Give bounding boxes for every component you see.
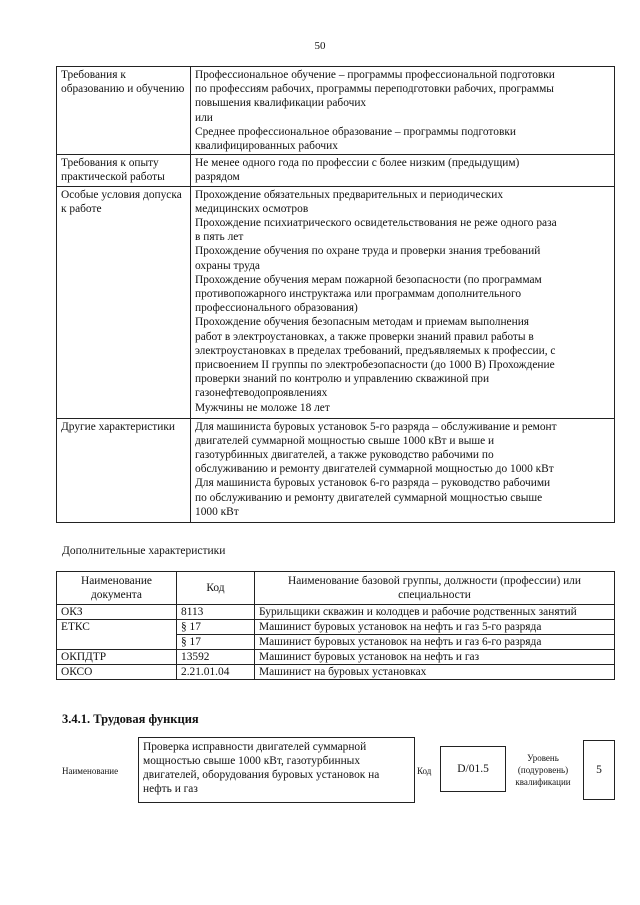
content-line: 1000 кВт (195, 505, 239, 518)
code-cell: 2.21.01.04 (177, 665, 255, 680)
row-content (191, 186, 615, 418)
labor-function-name-box: Проверка исправности двигателей суммарной мощностью свыше 1000 кВт, газотурбинных двигателей, оборудования буровых установок на нефть и газ (138, 737, 415, 803)
table-row (57, 186, 615, 418)
row-content (191, 67, 615, 155)
row-content (191, 155, 615, 186)
content-line: электроустановках в пределах требований, предъявляемых к профессии, с (195, 344, 556, 357)
name-cell: Машинист буровых установок на нефть и газ (255, 650, 615, 665)
table-row (57, 665, 615, 680)
content-line: Прохождение обучения мерам пожарной безопасности (по программам (195, 273, 542, 286)
content-line: Для машиниста буровых установок 6-го разряда – руководство рабочими (195, 477, 551, 490)
content-line: Прохождение обучения безопасным методам и приемам выполнения (195, 316, 530, 329)
content-line: работ в электроустановках, а также проверки знаний правил работы в (195, 330, 534, 343)
content-line: повышения квалификации рабочих (195, 97, 367, 110)
labor-function-name-label: Наименование (62, 766, 119, 776)
page-number: 50 (314, 40, 326, 52)
content-line: двигателей суммарной мощностью свыше 1000 кВт и выше и (195, 434, 495, 447)
content-line: проверки знаний по контролю и управлению скважиной при (195, 373, 490, 386)
content-line: в пять лет (195, 231, 244, 244)
code-cell: 13592 (177, 650, 255, 665)
content-line: присвоением II группы по электробезопасности (до 1000 В) Прохождение (195, 359, 555, 372)
row-label: Требования к образованию и обучению (57, 67, 191, 155)
table-row (57, 650, 615, 665)
code-cell: 8113 (177, 605, 255, 620)
qualification-level-box: 5 (583, 740, 615, 800)
row-label: Другие характеристики (57, 418, 191, 522)
content-line: Мужчины не моложе 18 лет (195, 401, 330, 414)
row-label: Требования к опыту практической работы (57, 155, 191, 186)
table-header-row (57, 572, 615, 605)
table-row (57, 620, 615, 635)
labor-function-code-label: Код (417, 766, 432, 776)
column-header: Наименование документа (57, 572, 177, 605)
table-row (57, 67, 615, 155)
name-cell: Машинист на буровых установках (255, 665, 615, 680)
content-line: Прохождение обучения по охране труда и проверки знания требований (195, 245, 541, 258)
content-line: Прохождение обязательных предварительных и периодических (195, 188, 504, 201)
content-line: Не менее одного года по профессии с более низким (предыдущим) (195, 157, 520, 170)
content-line: охраны труда (195, 259, 260, 272)
content-line: медицинских осмотров (195, 202, 309, 215)
name-cell: Машинист буровых установок на нефть и газ 6-го разряда (255, 635, 615, 650)
code-cell: § 17 (177, 635, 255, 650)
additional-characteristics-table (56, 571, 615, 680)
requirements-table (56, 66, 615, 523)
content-line: обслуживанию и ремонту двигателей суммарной мощностью до 1000 кВт (195, 463, 554, 476)
name-cell: Машинист буровых установок на нефть и газ 5-го разряда (255, 620, 615, 635)
content-line: разрядом (195, 171, 240, 184)
doc-cell: ОКЗ (57, 605, 177, 620)
additional-characteristics-title: Дополнительные характеристики (62, 545, 226, 557)
doc-cell: ОКПДТР (57, 650, 177, 665)
content-line: Профессиональное обучение – программы профессиональной подготовки (195, 69, 555, 81)
content-line: противопожарного инструктажа или программам дополнительного (195, 288, 522, 301)
table-row (57, 605, 615, 620)
labor-function-code-box: D/01.5 (440, 746, 506, 792)
name-cell: Бурильщики скважин и колодцев и рабочие родственных занятий (255, 605, 615, 620)
doc-cell: ЕТКС (57, 620, 177, 650)
code-cell: § 17 (177, 620, 255, 635)
content-line: по профессиям рабочих, программы переподготовки рабочих, программы (195, 83, 554, 96)
content-line: профессионального образования) (195, 302, 358, 315)
content-line: Для машиниста буровых установок 5-го разряда – обслуживание и ремонт (195, 420, 557, 433)
content-line: или (195, 111, 213, 124)
content-line: газонефтеводопроявлениях (195, 387, 328, 400)
doc-cell: ОКСО (57, 665, 177, 680)
content-line: квалифицированных рабочих (195, 140, 338, 153)
column-header: Наименование базовой группы, должности (профессии) или специальности (255, 572, 615, 605)
content-line: Среднее профессиональное образование – программы подготовки (195, 125, 516, 138)
qualification-level-label: Уровень (подуровень) квалификации (515, 753, 571, 787)
section-heading: 3.4.1. Трудовая функция (62, 712, 199, 726)
content-line: по обслуживанию и ремонту двигателей суммарной мощностью свыше (195, 491, 543, 504)
table-row (57, 155, 615, 186)
content-line: газотурбинных двигателей, а также руководство рабочими по (195, 449, 494, 462)
row-label: Особые условия допуска к работе (57, 186, 191, 418)
content-line: Прохождение психиатрического освидетельствования не реже одного раза (195, 217, 557, 230)
row-content (191, 418, 615, 522)
table-row (57, 418, 615, 522)
column-header: Код (177, 572, 255, 605)
